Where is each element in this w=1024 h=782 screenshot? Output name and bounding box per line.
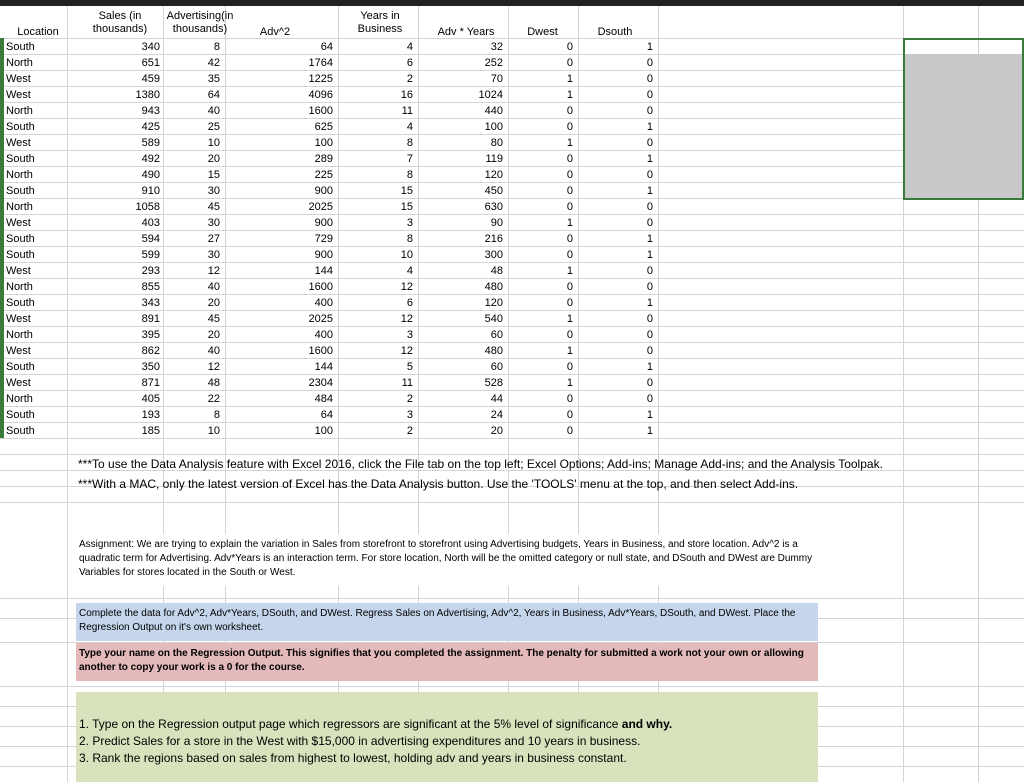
- cell-adv2[interactable]: 4096: [308, 89, 333, 101]
- cell-ds[interactable]: 1: [646, 185, 653, 197]
- cell-ds[interactable]: 0: [646, 89, 653, 101]
- cell-adv2[interactable]: 289: [314, 153, 333, 165]
- note-excel2016: ***To use the Data Analysis feature with Excel 2016, click the File tab on the top left; Excel Options; Add-ins; Manage Add-ins; and the Analysis Toolpak.: [78, 457, 883, 471]
- cell-adv2[interactable]: 2025: [308, 313, 333, 325]
- cell-years[interactable]: 11: [401, 105, 413, 117]
- cell-adv2[interactable]: 1600: [308, 281, 333, 293]
- cell-location[interactable]: West: [6, 345, 31, 357]
- cell-dw[interactable]: 0: [566, 169, 573, 181]
- cell-ay[interactable]: 60: [490, 361, 503, 373]
- cell-ay[interactable]: 450: [484, 185, 503, 197]
- cell-ds[interactable]: 1: [646, 249, 653, 261]
- cell-adv2[interactable]: 64: [320, 409, 333, 421]
- cell-sales[interactable]: 862: [141, 345, 160, 357]
- cell-adv2[interactable]: 625: [314, 121, 333, 133]
- warning-text: Type your name on the Regression Output. This signifies that you completed the assignment. The penalty for submitted a work not your own or allowing another to copy your work is a 0 for the course.: [76, 643, 818, 681]
- cell-location[interactable]: West: [6, 137, 31, 149]
- cell-dw[interactable]: 0: [566, 393, 573, 405]
- cell-sales[interactable]: 1058: [135, 201, 160, 213]
- cell-years[interactable]: 12: [400, 313, 413, 325]
- cell-ds[interactable]: 1: [646, 409, 653, 421]
- cell-ay[interactable]: 120: [484, 297, 503, 309]
- cell-dw[interactable]: 1: [566, 265, 573, 277]
- cell-ay[interactable]: 60: [490, 329, 503, 341]
- cell-location[interactable]: South: [6, 41, 35, 53]
- cell-sales[interactable]: 350: [141, 361, 160, 373]
- cell-ay[interactable]: 252: [484, 57, 503, 69]
- cell-location[interactable]: South: [6, 249, 35, 261]
- cell-sales[interactable]: 910: [141, 185, 160, 197]
- cell-adv[interactable]: 35: [207, 73, 220, 85]
- header-advertising: [160, 10, 240, 36]
- header-dwest: Dwest: [527, 26, 558, 38]
- cell-adv2[interactable]: 900: [314, 249, 333, 261]
- cell-sales[interactable]: 651: [141, 57, 160, 69]
- cell-years[interactable]: 8: [406, 137, 413, 149]
- assignment-text: Assignment: We are trying to explain the variation in Sales from storefront to storefront using Advertising budgets, Years in Business, and store location. Adv^2 is a quadratic term for Advertising. Adv*Years is an interaction term. For store location, North will be the omitted category or null state, and DSouth and DWest are Dummy Variables for stores located in the South or West.: [76, 534, 820, 586]
- cell-sales[interactable]: 403: [141, 217, 160, 229]
- cell-adv2[interactable]: 1225: [308, 73, 333, 85]
- cell-years[interactable]: 7: [406, 153, 413, 165]
- cell-dw[interactable]: 0: [566, 409, 573, 421]
- header-years-line1: Years in: [360, 10, 400, 22]
- cell-location[interactable]: North: [6, 393, 33, 405]
- cell-ay[interactable]: 80: [490, 137, 503, 149]
- cell-years[interactable]: 8: [406, 233, 413, 245]
- gridline: [0, 502, 1024, 503]
- cell-sales[interactable]: 185: [141, 425, 160, 437]
- spreadsheet-grid[interactable]: [0, 6, 1024, 782]
- cell-location[interactable]: West: [6, 73, 31, 85]
- cell-ay[interactable]: 480: [484, 345, 503, 357]
- cell-years[interactable]: 6: [406, 57, 413, 69]
- cell-location[interactable]: South: [6, 121, 35, 133]
- question-1: [79, 716, 814, 733]
- cell-dw[interactable]: 0: [566, 121, 573, 133]
- cell-adv2[interactable]: 1600: [308, 105, 333, 117]
- cell-years[interactable]: 15: [400, 201, 413, 213]
- cell-years[interactable]: 2: [406, 425, 413, 437]
- cell-sales[interactable]: 340: [141, 41, 160, 53]
- cell-adv[interactable]: 45: [207, 313, 220, 325]
- cell-adv[interactable]: 8: [213, 41, 220, 53]
- header-dsouth: Dsouth: [597, 26, 633, 38]
- header-years-line2: Business: [357, 23, 403, 35]
- cell-ds[interactable]: 0: [646, 313, 653, 325]
- cell-location[interactable]: South: [6, 153, 35, 165]
- cell-dw[interactable]: 1: [566, 89, 573, 101]
- cell-ay[interactable]: 90: [490, 217, 503, 229]
- cell-ay[interactable]: 1024: [478, 89, 503, 101]
- cell-ay[interactable]: 540: [484, 313, 503, 325]
- cell-adv[interactable]: 30: [207, 249, 220, 261]
- cell-adv2[interactable]: 2025: [308, 201, 333, 213]
- cell-dw[interactable]: 0: [566, 153, 573, 165]
- cell-ds[interactable]: 0: [646, 57, 653, 69]
- cell-location[interactable]: North: [6, 201, 33, 213]
- cell-adv2[interactable]: 100: [314, 425, 333, 437]
- header-advertising-line1: Advertising(in: [166, 10, 234, 22]
- cell-sales[interactable]: 594: [141, 233, 160, 245]
- cell-ds[interactable]: 0: [646, 105, 653, 117]
- cell-sales[interactable]: 599: [141, 249, 160, 261]
- left-border-mark: [0, 38, 4, 438]
- cell-adv[interactable]: 20: [207, 297, 220, 309]
- cell-ay[interactable]: 48: [490, 265, 503, 277]
- cell-adv[interactable]: 64: [207, 89, 220, 101]
- cell-sales[interactable]: 425: [141, 121, 160, 133]
- cell-ds[interactable]: 0: [646, 265, 653, 277]
- cell-location[interactable]: West: [6, 217, 31, 229]
- cell-ds[interactable]: 0: [646, 393, 653, 405]
- cell-dw[interactable]: 0: [566, 41, 573, 53]
- cell-ay[interactable]: 120: [484, 169, 503, 181]
- cell-years[interactable]: 4: [406, 265, 413, 277]
- cell-adv[interactable]: 48: [207, 377, 220, 389]
- cell-sales[interactable]: 490: [141, 169, 160, 181]
- cell-adv2[interactable]: 144: [314, 265, 333, 277]
- cell-years[interactable]: 11: [401, 377, 413, 389]
- questions-block: [76, 692, 818, 782]
- cell-ds[interactable]: 1: [646, 121, 653, 133]
- cell-adv2[interactable]: 2304: [308, 377, 333, 389]
- cell-sales[interactable]: 405: [141, 393, 160, 405]
- cell-ds[interactable]: 1: [646, 361, 653, 373]
- cell-dw[interactable]: 0: [566, 105, 573, 117]
- cell-ay[interactable]: 440: [484, 105, 503, 117]
- cell-ds[interactable]: 0: [646, 137, 653, 149]
- cell-sales[interactable]: 891: [141, 313, 160, 325]
- cell-adv2[interactable]: 144: [314, 361, 333, 373]
- cell-dw[interactable]: 0: [566, 57, 573, 69]
- selected-range-border[interactable]: [903, 38, 1024, 200]
- cell-adv[interactable]: 42: [207, 57, 220, 69]
- cell-adv[interactable]: 40: [207, 345, 220, 357]
- cell-adv2[interactable]: 484: [314, 393, 333, 405]
- cell-ay[interactable]: 44: [490, 393, 503, 405]
- cell-dw[interactable]: 1: [566, 73, 573, 85]
- cell-years[interactable]: 3: [406, 329, 413, 341]
- cell-location[interactable]: West: [6, 89, 31, 101]
- gridline: [67, 6, 68, 782]
- question-1-text: 1. Type on the Regression output page which regressors are significant at the 5% level of significance: [79, 717, 622, 731]
- cell-years[interactable]: 6: [406, 297, 413, 309]
- cell-sales[interactable]: 855: [141, 281, 160, 293]
- cell-adv[interactable]: 20: [207, 329, 220, 341]
- cell-adv[interactable]: 30: [207, 217, 220, 229]
- cell-ds[interactable]: 0: [646, 201, 653, 213]
- cell-ds[interactable]: 1: [646, 153, 653, 165]
- cell-adv2[interactable]: 1600: [308, 345, 333, 357]
- cell-years[interactable]: 16: [400, 89, 413, 101]
- complete-instructions: Complete the data for Adv^2, Adv*Years, DSouth, and DWest. Regress Sales on Advertising, Adv^2, Years in Business, Adv*Years, DSouth, and DWest. Place the Regression Output on it's own worksheet.: [76, 603, 818, 641]
- cell-ay[interactable]: 630: [484, 201, 503, 213]
- cell-dw[interactable]: 0: [566, 361, 573, 373]
- cell-adv2[interactable]: 1764: [308, 57, 333, 69]
- cell-adv[interactable]: 8: [213, 409, 220, 421]
- cell-adv[interactable]: 10: [207, 137, 220, 149]
- cell-location[interactable]: South: [6, 185, 35, 197]
- cell-ds[interactable]: 1: [646, 425, 653, 437]
- cell-adv[interactable]: 12: [207, 265, 220, 277]
- note-mac: ***With a MAC, only the latest version of Excel has the Data Analysis button. Use the 'TOOLS' menu at the top, and then select Add-ins.: [78, 477, 799, 491]
- cell-adv[interactable]: 15: [207, 169, 220, 181]
- cell-location[interactable]: North: [6, 169, 33, 181]
- cell-ay[interactable]: 32: [490, 41, 503, 53]
- cell-location[interactable]: North: [6, 329, 33, 341]
- cell-adv[interactable]: 30: [207, 185, 220, 197]
- cell-location[interactable]: South: [6, 297, 35, 309]
- cell-ds[interactable]: 0: [646, 217, 653, 229]
- header-years: [345, 10, 415, 36]
- cell-ay[interactable]: 20: [490, 425, 503, 437]
- cell-adv2[interactable]: 400: [314, 329, 333, 341]
- header-advertising-line2: thousands): [172, 23, 228, 35]
- cell-ay[interactable]: 300: [484, 249, 503, 261]
- cell-sales[interactable]: 589: [141, 137, 160, 149]
- header-adv2: Adv^2: [259, 26, 291, 38]
- cell-sales[interactable]: 343: [141, 297, 160, 309]
- cell-ds[interactable]: 0: [646, 169, 653, 181]
- cell-years[interactable]: 4: [406, 121, 413, 133]
- question-3: 3. Rank the regions based on sales from highest to lowest, holding adv and years in business constant.: [79, 751, 627, 765]
- cell-years[interactable]: 15: [400, 185, 413, 197]
- cell-ds[interactable]: 0: [646, 329, 653, 341]
- cell-dw[interactable]: 0: [566, 233, 573, 245]
- cell-location[interactable]: South: [6, 361, 35, 373]
- cell-dw[interactable]: 1: [566, 137, 573, 149]
- cell-adv2[interactable]: 225: [314, 169, 333, 181]
- cell-dw[interactable]: 0: [566, 249, 573, 261]
- cell-adv[interactable]: 27: [207, 233, 220, 245]
- cell-sales[interactable]: 459: [141, 73, 160, 85]
- cell-ds[interactable]: 1: [646, 41, 653, 53]
- cell-ds[interactable]: 0: [646, 281, 653, 293]
- cell-ds[interactable]: 0: [646, 73, 653, 85]
- cell-ds[interactable]: 1: [646, 297, 653, 309]
- cell-location[interactable]: South: [6, 425, 35, 437]
- cell-years[interactable]: 8: [406, 169, 413, 181]
- cell-ay[interactable]: 119: [485, 153, 503, 165]
- cell-adv2[interactable]: 64: [320, 41, 333, 53]
- cell-adv[interactable]: 22: [207, 393, 220, 405]
- cell-sales[interactable]: 492: [141, 153, 160, 165]
- cell-sales[interactable]: 943: [141, 105, 160, 117]
- cell-location[interactable]: West: [6, 377, 31, 389]
- gridline: [0, 454, 1024, 455]
- question-1-bold: and why.: [621, 717, 673, 731]
- question-2: 2. Predict Sales for a store in the West with $15,000 in advertising expenditures and 10 years in business.: [79, 734, 641, 748]
- cell-dw[interactable]: 1: [566, 377, 573, 389]
- cell-ds[interactable]: 0: [646, 345, 653, 357]
- cell-sales[interactable]: 871: [141, 377, 160, 389]
- cell-years[interactable]: 12: [400, 345, 413, 357]
- cell-dw[interactable]: 0: [566, 185, 573, 197]
- cell-ay[interactable]: 528: [484, 377, 503, 389]
- cell-adv[interactable]: 40: [207, 105, 220, 117]
- header-sales: [70, 10, 170, 36]
- cell-location[interactable]: West: [6, 313, 31, 325]
- cell-years[interactable]: 3: [406, 409, 413, 421]
- cell-adv[interactable]: 25: [207, 121, 220, 133]
- cell-dw[interactable]: 0: [566, 281, 573, 293]
- cell-sales[interactable]: 293: [141, 265, 160, 277]
- cell-sales[interactable]: 1380: [135, 89, 160, 101]
- cell-adv2[interactable]: 900: [314, 185, 333, 197]
- cell-location[interactable]: North: [6, 57, 33, 69]
- cell-adv2[interactable]: 400: [314, 297, 333, 309]
- gridline: [0, 598, 1024, 599]
- cell-ay[interactable]: 24: [490, 409, 503, 421]
- cell-ds[interactable]: 1: [646, 233, 653, 245]
- cell-ds[interactable]: 0: [646, 377, 653, 389]
- cell-sales[interactable]: 193: [141, 409, 160, 421]
- cell-adv[interactable]: 10: [207, 425, 220, 437]
- cell-dw[interactable]: 1: [566, 217, 573, 229]
- gridline: [0, 686, 1024, 687]
- cell-adv[interactable]: 12: [207, 361, 220, 373]
- cell-adv2[interactable]: 900: [314, 217, 333, 229]
- cell-dw[interactable]: 0: [566, 329, 573, 341]
- cell-years[interactable]: 12: [400, 281, 413, 293]
- cell-location[interactable]: South: [6, 233, 35, 245]
- cell-dw[interactable]: 1: [566, 345, 573, 357]
- cell-ay[interactable]: 216: [484, 233, 503, 245]
- cell-years[interactable]: 2: [406, 73, 413, 85]
- cell-dw[interactable]: 0: [566, 297, 573, 309]
- cell-years[interactable]: 3: [406, 217, 413, 229]
- cell-years[interactable]: 5: [406, 361, 413, 373]
- cell-ay[interactable]: 70: [490, 73, 503, 85]
- cell-location[interactable]: North: [6, 281, 33, 293]
- cell-adv2[interactable]: 100: [314, 137, 333, 149]
- cell-dw[interactable]: 0: [566, 201, 573, 213]
- cell-dw[interactable]: 1: [566, 313, 573, 325]
- cell-ay[interactable]: 480: [484, 281, 503, 293]
- cell-location[interactable]: West: [6, 265, 31, 277]
- cell-ay[interactable]: 100: [484, 121, 503, 133]
- cell-location[interactable]: South: [6, 409, 35, 421]
- cell-location[interactable]: North: [6, 105, 33, 117]
- cell-adv2[interactable]: 729: [314, 233, 333, 245]
- cell-years[interactable]: 4: [406, 41, 413, 53]
- cell-years[interactable]: 10: [400, 249, 413, 261]
- cell-dw[interactable]: 0: [566, 425, 573, 437]
- cell-sales[interactable]: 395: [141, 329, 160, 341]
- header-sales-line2: thousands): [92, 23, 148, 35]
- header-location: Location: [17, 26, 59, 38]
- cell-adv[interactable]: 40: [207, 281, 220, 293]
- header-advyears: Adv * Years: [437, 26, 495, 38]
- cell-adv[interactable]: 20: [207, 153, 220, 165]
- header-sales-line1: Sales (in: [98, 10, 142, 22]
- cell-adv[interactable]: 45: [207, 201, 220, 213]
- cell-years[interactable]: 2: [406, 393, 413, 405]
